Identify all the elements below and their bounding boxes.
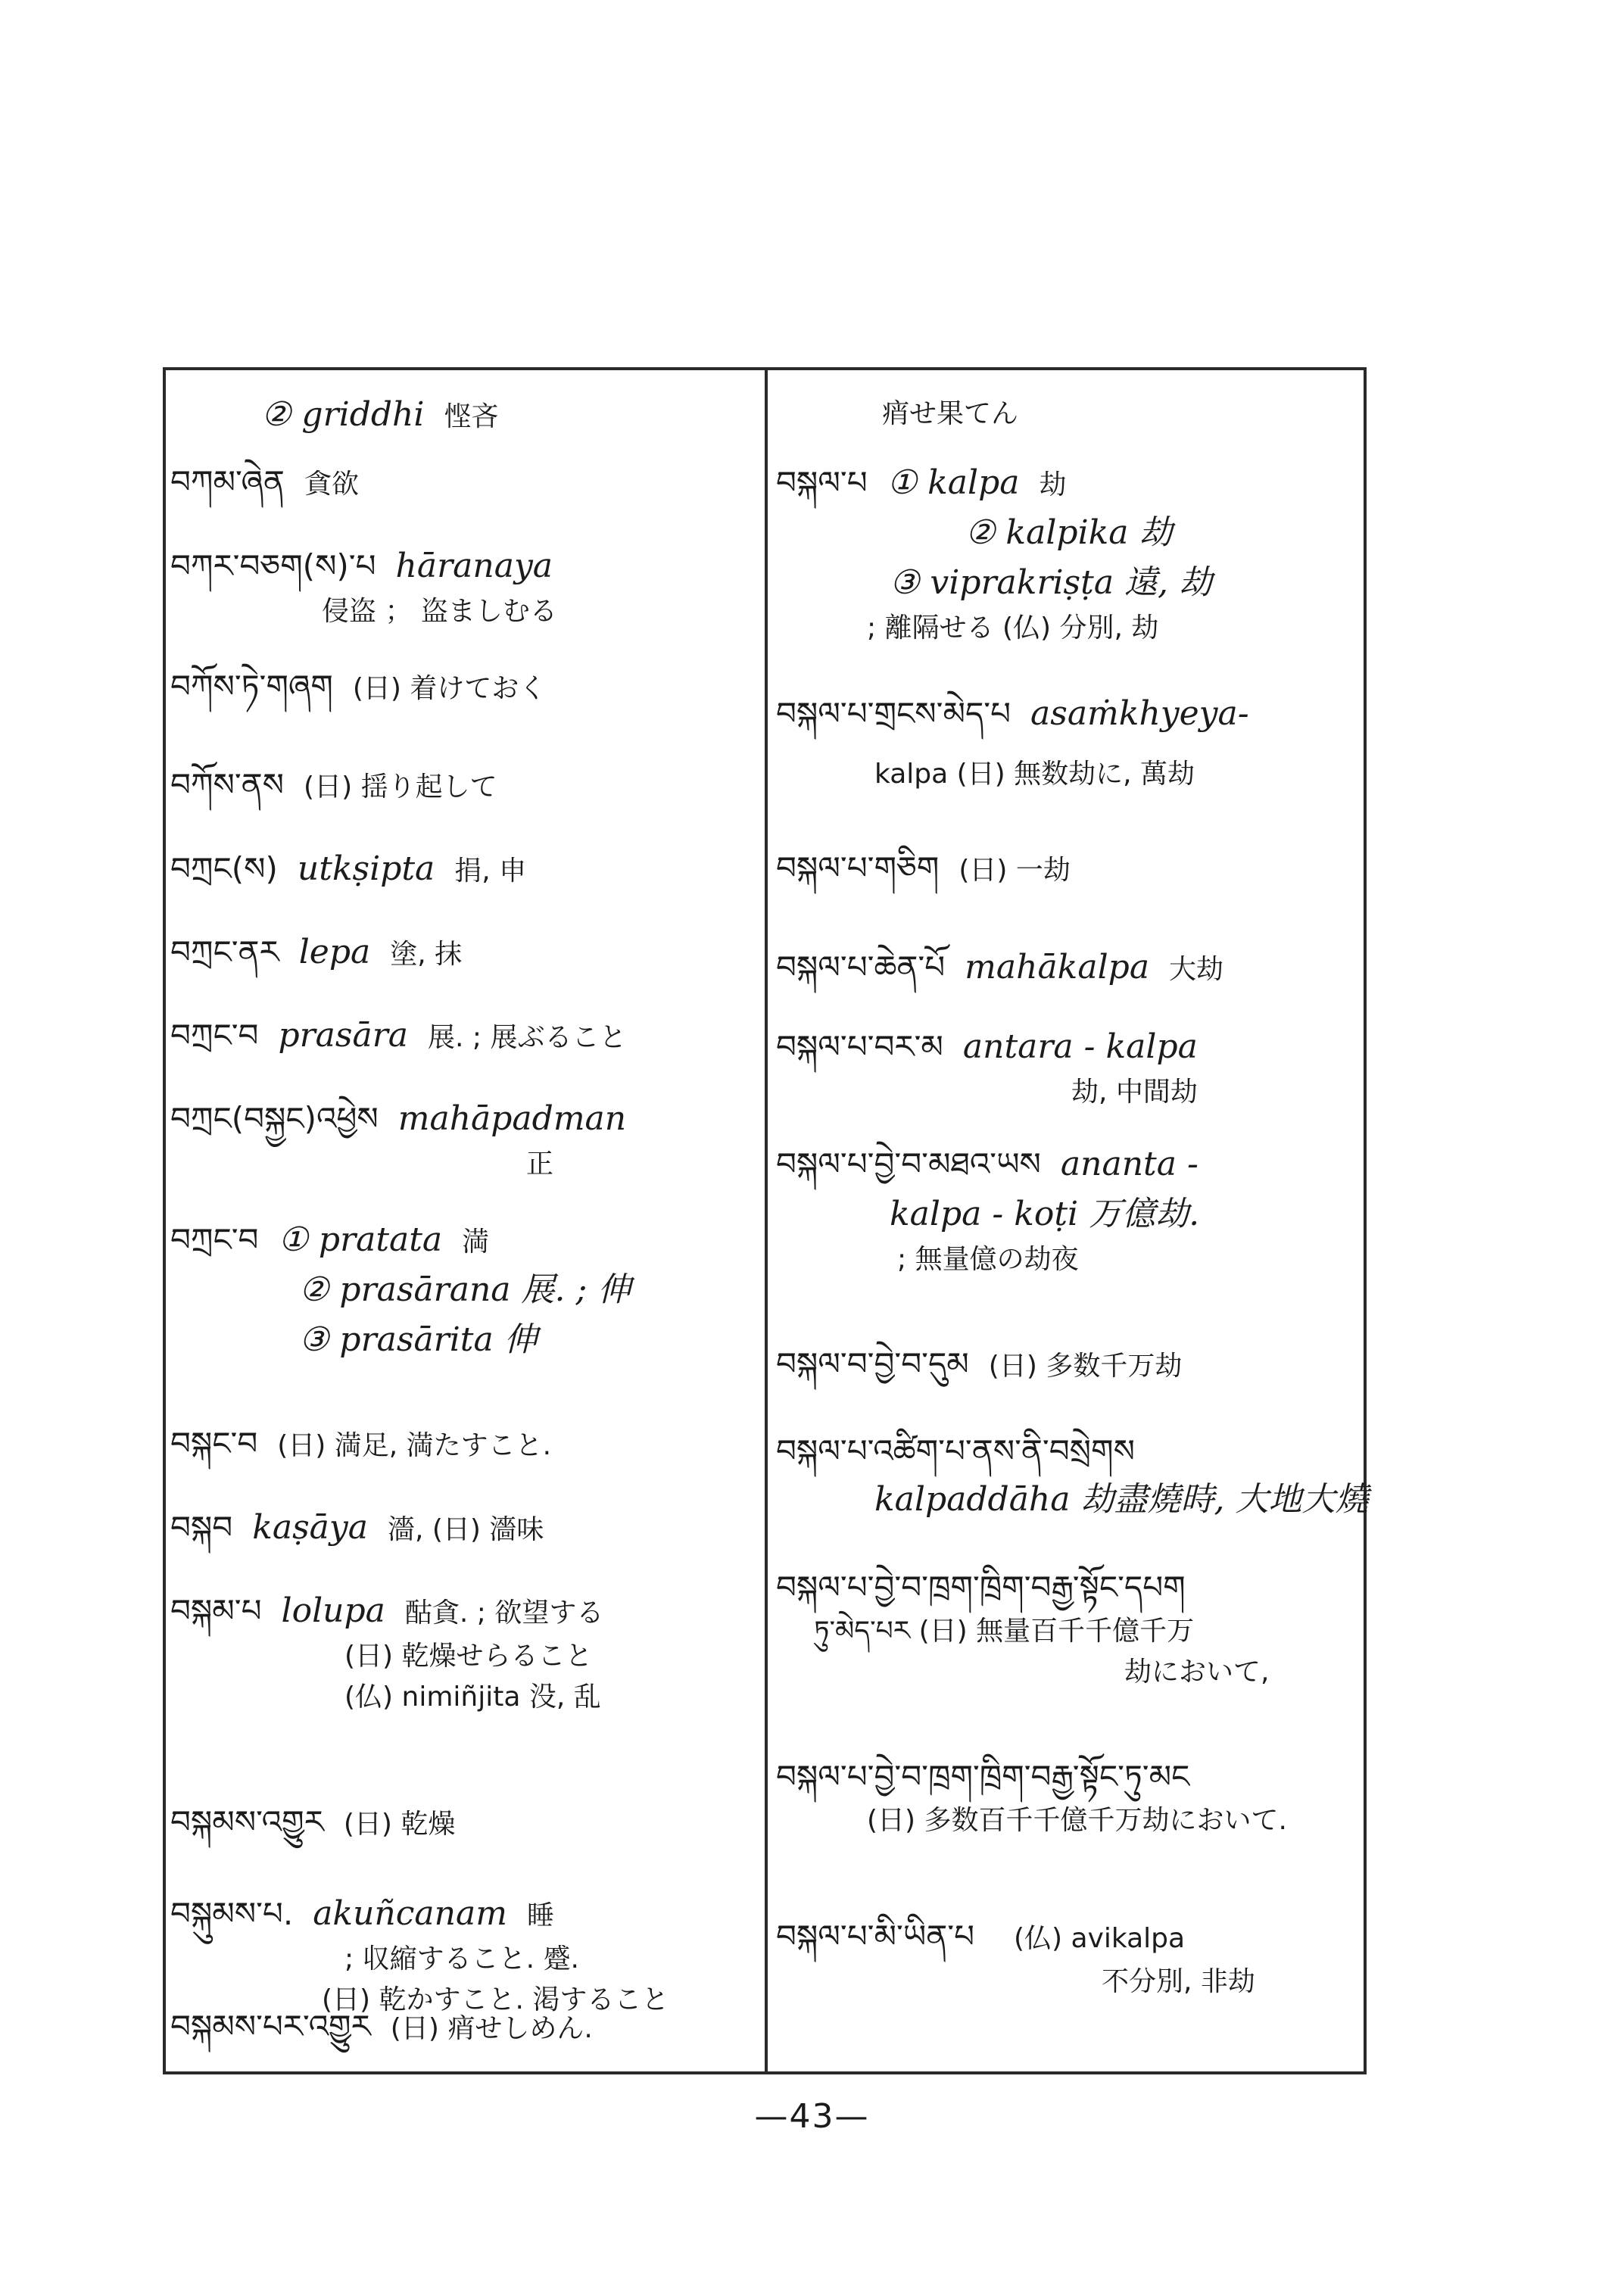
japanese-gloss: 酤貪. ; 欲望する (404, 1597, 604, 1629)
entry (776, 1563, 1359, 1693)
tibetan-term: བསྐམས་འགྱུར (170, 1803, 324, 1840)
tibetan-term: བསྐལ་པ་མི་ཡིན་པ (776, 1918, 974, 1955)
japanese-gloss: ; 収縮すること. 蹙. (344, 1943, 579, 1975)
japanese-gloss: (日) 多数百千千億千万劫において. (867, 1805, 1287, 1836)
tibetan-term: བསྐང་བ (170, 1425, 258, 1462)
japanese-gloss: (日) 揺り起して (304, 771, 497, 803)
tibetan-term: བསྐམ་པ (170, 1592, 262, 1629)
entry (776, 1427, 1369, 1525)
entry (776, 844, 1359, 892)
entry (170, 662, 757, 710)
japanese-gloss: 貪欲 (304, 469, 359, 500)
entry (776, 1139, 1359, 1280)
japanese-gloss: 不分別, 非劫 (1102, 1966, 1255, 1997)
sanskrit-term: lolupa (281, 1591, 385, 1630)
japanese-gloss: ཏུ་མེད་པར (日) 無量百千千億千万 (814, 1616, 1195, 1647)
sanskrit-term: hāranaya (395, 547, 553, 585)
entry (170, 1094, 757, 1185)
tibetan-term: བསྐམས་པར་འགྱུར (170, 2008, 371, 2045)
right-column (776, 375, 1369, 2071)
tibetan-term: བསྐལ་པ་བྱེ་བ་མཐའ་ཡས (776, 1145, 1041, 1183)
entry (776, 943, 1359, 993)
tibetan-term: བསྐལ་བ་བྱེ་བ་དུམ (776, 1345, 969, 1382)
sanskrit-term: ananta - (1060, 1145, 1199, 1183)
sanskrit-term: ① kalpa (887, 463, 1020, 502)
entry (776, 390, 1359, 435)
japanese-gloss: (仏) avikalpa (1014, 1923, 1186, 1954)
entry (170, 1889, 757, 2021)
tibetan-term: བསྐལ་པ (776, 464, 868, 501)
sanskrit-term: antara - kalpa (962, 1027, 1198, 1066)
entry (776, 1912, 1359, 2003)
japanese-gloss: (日) 着けておく (352, 673, 547, 704)
sanskrit-term: prasāra (278, 1016, 408, 1055)
entry (170, 1011, 757, 1061)
entry (776, 1340, 1359, 1388)
japanese-gloss: 正 (526, 1149, 554, 1180)
japanese-gloss: 劫において, (1124, 1657, 1270, 1688)
sanskrit-term: ② griddhi (261, 395, 425, 434)
japanese-gloss: 劫, 中間劫 (1071, 1077, 1198, 1108)
entry (170, 1215, 757, 1365)
japanese-gloss: (日) 一劫 (959, 855, 1071, 886)
entry (170, 541, 757, 632)
page-number: —43— (754, 2097, 870, 2136)
japanese-gloss: 劫 (1039, 469, 1067, 500)
tibetan-term: བཀམ་ཞེན (170, 463, 285, 500)
entry (170, 1503, 757, 1553)
japanese-gloss: 塗, 抹 (390, 939, 463, 970)
japanese-gloss: 痟せ果てん (882, 398, 1019, 429)
entry (170, 1420, 757, 1467)
sanskrit-term: ② kalpika 劫 (965, 513, 1173, 552)
japanese-gloss: 侵盗 ； 盗ましむる (322, 596, 557, 627)
tibetan-term: བསྐབ (170, 1509, 233, 1546)
sanskrit-term: asaṁkhyeya- (1030, 694, 1249, 733)
tibetan-term: བསྐལ་པ་བྱེ་བ་ཁྲག་ཁྲིག་བརྒྱ་སྟོང་དཔག (776, 1569, 1186, 1606)
japanese-gloss: (日) 乾かすこと. 渇すること (322, 1984, 669, 2015)
tibetan-term: བསྐལ་པ་གཅིག (776, 849, 940, 887)
sanskrit-term: ① pratata (278, 1220, 443, 1259)
left-column (170, 375, 757, 2071)
tibetan-term: བཀོས་ནས (170, 766, 285, 803)
japanese-gloss: 捐, 申 (454, 856, 527, 887)
japanese-gloss: (日) 多数千万劫 (988, 1351, 1183, 1382)
sanskrit-term: kalpa - koṭi 万億劫. (890, 1195, 1200, 1233)
japanese-gloss: 悭吝 (444, 401, 499, 432)
entry (776, 1753, 1359, 1841)
japanese-gloss: ; 離隔せる (仏) 分別, 劫 (867, 612, 1159, 644)
japanese-gloss: 睡 (526, 1900, 554, 1931)
sanskrit-term: ③ viprakriṣṭa 遠, 劫 (890, 563, 1213, 602)
entry (170, 458, 757, 506)
japanese-gloss: ; 無量億の劫夜 (897, 1244, 1079, 1275)
japanese-gloss: (仏) nimiñjita 没, 乱 (344, 1682, 601, 1713)
sanskrit-term: ② prasārana 展. ; 伸 (299, 1270, 631, 1309)
tibetan-term: བཀྲང(ས) (170, 850, 278, 887)
entry (170, 927, 757, 977)
sanskrit-term: mahākalpa (965, 948, 1150, 986)
tibetan-term: བཀར་བཅག(ས)་པ (170, 547, 376, 584)
sanskrit-term: lepa (298, 933, 371, 971)
japanese-gloss: (日) 満足, 満たすこと. (277, 1430, 552, 1461)
entry (776, 1022, 1359, 1113)
tibetan-term: བསྐལ་པ་གྲངས་མེད་པ (776, 695, 1011, 732)
entry (170, 1586, 757, 1718)
entry (170, 761, 757, 809)
tibetan-term: བསྐུམས་པ. (170, 1895, 294, 1932)
tibetan-term: བཀྲང་ནར (170, 933, 279, 971)
japanese-gloss: 濇, (日) 濇味 (388, 1514, 544, 1545)
japanese-gloss: (日) 乾燥せらること (344, 1641, 593, 1672)
tibetan-term: བཀྲང(བསྐྱང)འཕྱེས (170, 1100, 379, 1137)
tibetan-term: བསྐལ་པ་འཚིག་པ་ནས་ནི་བསྲེགས (776, 1432, 1135, 1470)
entry (170, 1798, 757, 1846)
japanese-gloss: 大劫 (1169, 954, 1224, 985)
tibetan-term: བསྐལ་པ་བར་མ (776, 1028, 943, 1065)
sanskrit-term: mahāpadman (397, 1099, 627, 1138)
sanskrit-term: ③ prasārita 伸 (299, 1320, 538, 1359)
sanskrit-term: akuñcanam (313, 1894, 507, 1933)
sanskrit-term: kaṣāya (252, 1508, 368, 1547)
entry (170, 390, 757, 440)
japanese-gloss: kalpa (日) 無数劫に, 萬劫 (874, 759, 1195, 790)
entry (170, 2003, 757, 2050)
tibetan-term: བསྐལ་པ་བྱེ་བ་ཁྲག་ཁྲིག་བརྒྱ་སྟོང་ཏུ་མང (776, 1758, 1190, 1795)
entry (776, 458, 1359, 649)
tibetan-term: བཀྲང་བ (170, 1221, 259, 1258)
japanese-gloss: (日) 乾燥 (343, 1809, 456, 1840)
japanese-gloss: 満 (462, 1226, 490, 1258)
tibetan-term: བཀྲང་བ (170, 1017, 259, 1054)
column-divider (765, 367, 768, 2074)
entry (170, 844, 757, 894)
entry (776, 689, 1359, 795)
sanskrit-term: utkṣipta (297, 849, 435, 888)
tibetan-term: བསྐལ་པ་ཆེན་པོ (776, 949, 946, 986)
japanese-gloss: (日) 痟せしめん. (390, 2013, 593, 2044)
sanskrit-term: kalpaddāha 劫盡燒時, 大地大燒 (874, 1480, 1369, 1519)
japanese-gloss: 展. ; 展ぶること (427, 1022, 627, 1053)
tibetan-term: བཀོས་ཏེ་གཞག (170, 668, 333, 705)
